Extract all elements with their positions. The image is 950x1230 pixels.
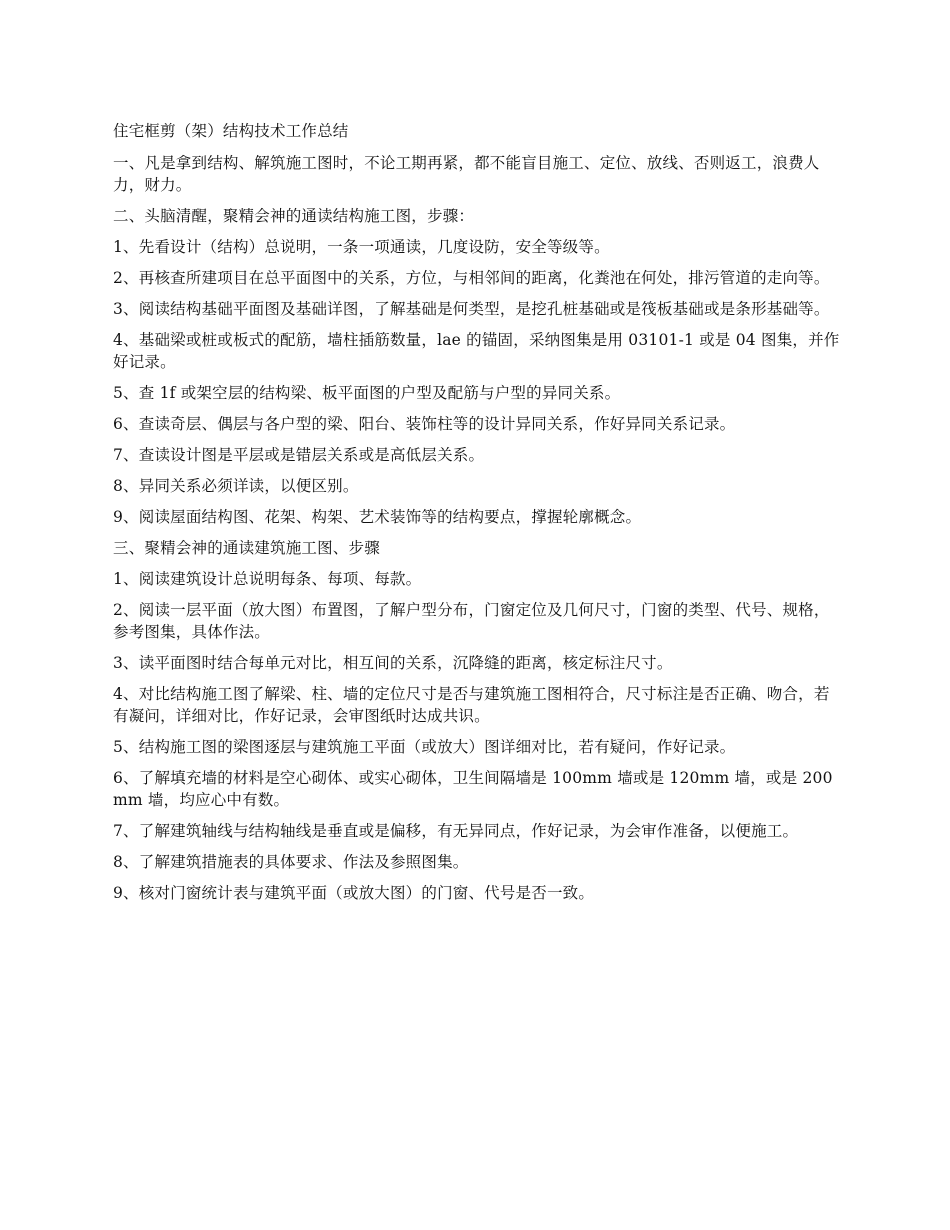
paragraph-11: 9、阅读屋面结构图、花架、构架、艺术装饰等的结构要点，撑握轮廓概念。 [113, 508, 642, 526]
paragraph-16: 4、对比结构施工图了解梁、柱、墙的定位尺寸是否与建筑施工图相符合，尺寸标注是否正确、吻合，若有凝问，详细对比，作好记录，会审图纸时达成共识。 [113, 685, 830, 725]
document-page [113, 120, 843, 913]
paragraph-1: 一、凡是拿到结构、解筑施工图时，不论工期再紧，都不能盲目施工、定位、放线、否则返工，浪费人力，财力。 [113, 154, 820, 194]
paragraph-14: 2、阅读一层平面（放大图）布置图，了解户型分布，门窗定位及几何尺寸，门窗的类型、代号、规格，参考图集，具体作法。 [113, 601, 830, 641]
paragraph-10: 8、异同关系必须详读，以便区别。 [113, 477, 359, 495]
paragraph-17: 5、结构施工图的梁图逐层与建筑施工平面（或放大）图详细对比，若有疑问，作好记录。 [113, 738, 736, 756]
paragraph-20: 8、了解建筑措施表的具体要求、作法及参照图集。 [113, 853, 469, 871]
paragraph-12: 三、聚精会神的通读建筑施工图、步骤 [113, 539, 380, 557]
paragraph-5: 3、阅读结构基础平面图及基础详图，了解基础是何类型，是挖孔桩基础或是筏板基础或是条形基础等。 [113, 300, 830, 318]
paragraph-9: 7、查读设计图是平层或是错层关系或是高低层关系。 [113, 446, 485, 464]
document-title: 住宅框剪（架）结构技术工作总结 [113, 122, 349, 140]
paragraph-19: 7、了解建筑轴线与结构轴线是垂直或是偏移，有无异同点，作好记录，为会审作准备，以便施工。 [113, 822, 799, 840]
paragraph-8: 6、查读奇层、偶层与各户型的梁、阳台、装饰柱等的设计异同关系，作好异同关系记录。 [113, 415, 736, 433]
paragraph-3: 1、先看设计（结构）总说明，一条一项通读，几度设防，安全等级等。 [113, 238, 610, 256]
paragraph-2: 二、头脑清醒，聚精会神的通读结构施工图，步骤： [113, 207, 475, 225]
paragraph-18: 6、了解填充墙的材料是空心砌体、或实心砌体，卫生间隔墙是 100mm 墙或是 120mm 墙，或是 200mm 墙，均应心中有数。 [113, 769, 833, 809]
paragraph-21: 9、核对门窗统计表与建筑平面（或放大图）的门窗、代号是否一致。 [113, 884, 595, 902]
paragraph-4: 2、再核查所建项目在总平面图中的关系，方位，与相邻间的距离，化粪池在何处，排污管道的走向等。 [113, 269, 830, 287]
paragraph-15: 3、读平面图时结合每单元对比，相互间的关系，沉降缝的距离，核定标注尺寸。 [113, 654, 673, 672]
paragraph-6: 4、基础梁或桩或板式的配筋，墙柱插筋数量，lae 的锚固，采纳图集是用 03101-1 或是 04 图集，并作好记录。 [113, 331, 840, 371]
paragraph-13: 1、阅读建筑设计总说明每条、每项、每款。 [113, 570, 422, 588]
paragraph-7: 5、查 1f 或架空层的结构梁、板平面图的户型及配筋与户型的异同关系。 [113, 384, 621, 402]
